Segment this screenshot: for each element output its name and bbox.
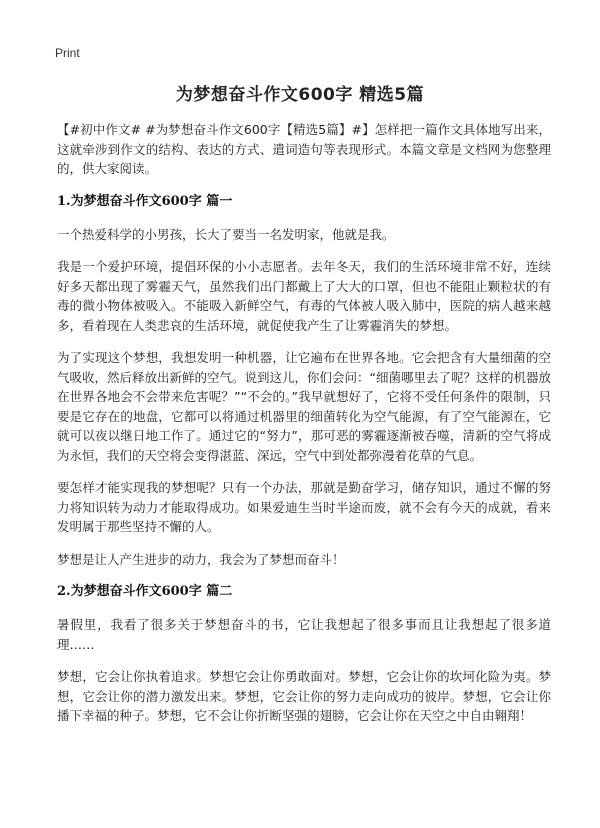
paragraph: 要怎样才能实现我的梦想呢？只有一个办法，那就是勤奋学习，储存知识，通过不懈的努力将知识转为动力才能取得成功。如果爱迪生当时半途而废，就不会有今天的成就，看来发明属于那些坚持不懈的人。	[57, 480, 551, 534]
page-title: 为梦想奋斗作文600字 精选5篇	[175, 85, 425, 105]
paragraph: 为了实现这个梦想，我想发明一种机器，让它遍布在世界各地。它会把含有大量细菌的空气吸收，然后释放出新鲜的空气。说到这儿，你们会问：“细菌哪里去了呢？这样的机器放在世界各地会不会带来危害呢？”“不会的。”我早就想好了，它将不受任何条件的限制，只要是它存在的地盘，它都可以将通过机器里的细菌转化为空气能源，有了空气能源在，它就可以夜以继日地工作了。通过它的“努力”，那可恶的雾霾逐渐被吞噬，清新的空气将成为永恒，我们的天空将会变得湛蓝、深远，空气中到处都弥漫着花草的气息。	[57, 350, 551, 463]
print-label[interactable]: Print	[55, 46, 80, 60]
paragraph: 梦想，它会让你执着追求。梦想它会让你勇敢面对。梦想，它会让你的坎坷化险为夷。梦想，它会让你的潜力激发出来。梦想，它会让你的努力走向成功的彼岸。梦想，它会让你播下幸福的种子。梦想，它不会让你折断坚强的翅膀，它会让你在天空之中自由翱翔！	[57, 669, 551, 723]
section-heading-1: 1.为梦想奋斗作文600字 篇一	[57, 193, 233, 209]
section-heading-2: 2.为梦想奋斗作文600字 篇二	[57, 584, 233, 599]
paragraph: 一个热爱科学的小男孩，长大了要当一名发明家，他就是我。	[57, 226, 395, 242]
paragraph: 暑假里，我看了很多关于梦想奋斗的书，它让我想起了很多事而且让我想起了很多道理……	[57, 617, 551, 652]
paragraph: 我是一个爱护环境，提倡环保的小小志愿者。去年冬天，我们的生活环境非常不好，连续好多天都出现了雾霾天气，虽然我们出门都戴上了大大的口罩，但也不能阻止颗粒状的有毒的微小物体被吸入。不能吸入新鲜空气，有毒的气体被人吸入肺中，医院的病人越来越多，看着现在人类悲哀的生活环境，就促使我产生了让雾霾消失的梦想。	[57, 259, 551, 333]
intro-paragraph: 【#初中作文# #为梦想奋斗作文600字【精选5篇】#】怎样把一篇作文具体地写出来，这就牵涉到作文的结构、表达的方式、遣词造句等表现形式。本篇文章是文档网为您整理的，供大家阅读。	[57, 122, 551, 176]
article-body	[57, 120, 551, 739]
paragraph: 梦想是让人产生进步的动力，我会为了梦想而奋斗！	[57, 551, 345, 567]
